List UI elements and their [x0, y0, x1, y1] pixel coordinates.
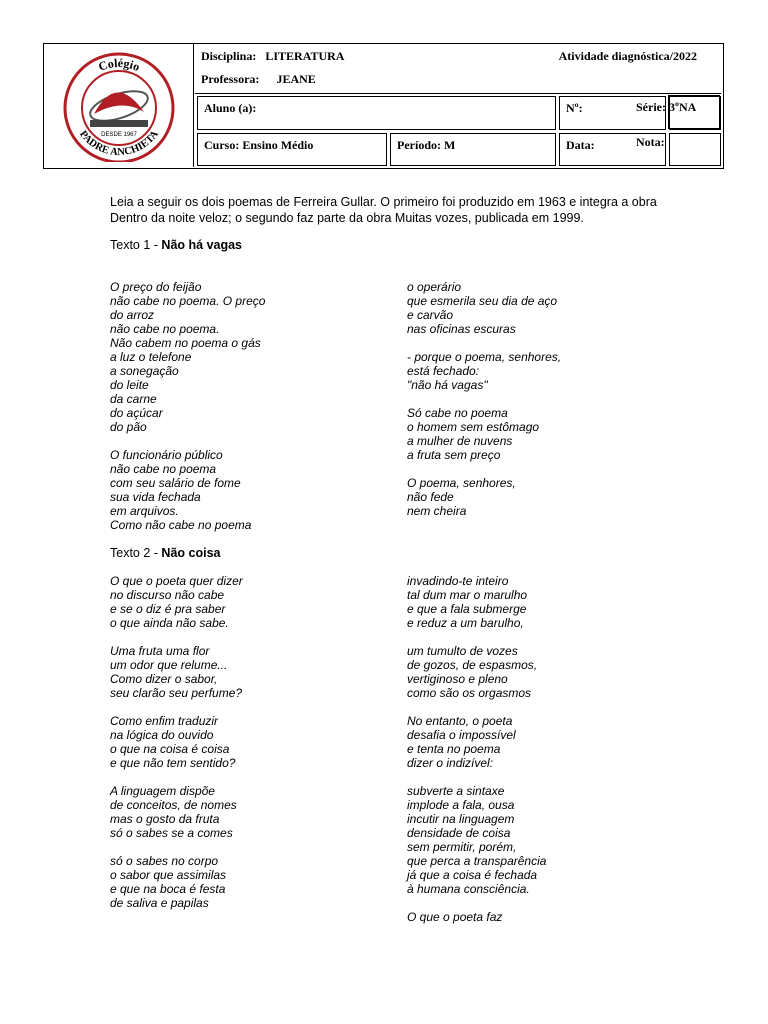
- poem-line: só o sabes se a comes: [110, 826, 233, 840]
- texto2-prefix: Texto 2 -: [110, 546, 162, 560]
- poem-line: um odor que relume...: [110, 658, 228, 672]
- poem-line: que esmerila seu dia de aço: [407, 294, 558, 308]
- poem-line: A linguagem dispõe: [110, 784, 215, 798]
- poem-line: invadindo-te inteiro: [407, 574, 509, 588]
- texto1-title: Não há vagas: [161, 238, 243, 252]
- poem-stanza: [110, 574, 243, 630]
- texto1-prefix: Texto 1 -: [110, 238, 162, 252]
- poem-line: Como não cabe no poema: [110, 518, 252, 532]
- poem-line: sem permitir, porém,: [407, 840, 517, 854]
- poem-stanza: [407, 714, 546, 770]
- poem-line: de gozos, de espasmos,: [407, 658, 538, 672]
- poem-line: a fruta sem preço: [407, 448, 501, 462]
- disciplina-label: Disciplina:: [201, 49, 257, 63]
- poem-line: da carne: [110, 392, 157, 406]
- curso-value: Ensino Médio: [242, 138, 314, 152]
- periodo-label: Período:: [397, 138, 441, 152]
- poem-line: a mulher de nuvens: [407, 434, 513, 448]
- numero-label: Nº:: [566, 101, 583, 115]
- school-logo: [56, 50, 182, 162]
- poem-line: sua vida fechada: [110, 490, 201, 504]
- poem-line: em arquivos.: [110, 504, 179, 518]
- poem-stanza: [407, 644, 546, 700]
- poem-line: Só cabe no poema: [407, 406, 508, 420]
- poem-line: como são os orgasmos: [407, 686, 532, 700]
- poem-line: No entanto, o poeta: [407, 714, 513, 728]
- professora-value: JEANE: [276, 72, 316, 86]
- professora-label: Professora:: [201, 72, 260, 86]
- poem-line: não cabe no poema. O preço: [110, 294, 266, 308]
- poem-line: o sabor que assimilas: [110, 868, 227, 882]
- poem-line: não fede: [407, 490, 454, 504]
- nota-label: Nota:: [636, 135, 665, 149]
- poem-line: o homem sem estômago: [407, 420, 540, 434]
- poem-line: o que na coisa é coisa: [110, 742, 230, 756]
- data-label: Data:: [566, 138, 595, 152]
- poem-line: O poema, senhores,: [407, 476, 516, 490]
- poem-line: O que o poeta quer dizer: [110, 574, 243, 588]
- poem-line: Como dizer o sabor,: [110, 672, 218, 686]
- poem-stanza: [110, 280, 265, 434]
- serie-text: [636, 100, 696, 115]
- poem-line: tal dum mar o marulho: [407, 588, 528, 602]
- poem-line: e tenta no poema: [407, 742, 501, 756]
- texto2-heading: [110, 545, 220, 561]
- aluno-cell[interactable]: [197, 96, 556, 130]
- poem-line: de saliva e papilas: [110, 896, 209, 910]
- header-table: [43, 43, 724, 169]
- poem-line: e reduz a um barulho,: [407, 616, 524, 630]
- aluno-label: Aluno (a):: [204, 101, 257, 115]
- poem-line: Uma fruta uma flor: [110, 644, 210, 658]
- poem-line: na lógica do ouvido: [110, 728, 214, 742]
- nota-cell[interactable]: [669, 133, 721, 166]
- poem-line: O que o poeta faz: [407, 910, 503, 924]
- poem-line: com seu salário de fome: [110, 476, 241, 490]
- poem-line: a sonegação: [110, 364, 179, 378]
- texto2-left-column: [110, 574, 243, 924]
- curso-cell: [197, 133, 387, 166]
- texto1-heading: [110, 237, 242, 253]
- poem-line: seu clarão seu perfume?: [110, 686, 243, 700]
- poem-line: densidade de coisa: [407, 826, 511, 840]
- poem-line: dizer o indizível:: [407, 756, 494, 770]
- poem-line: está fechado:: [407, 364, 480, 378]
- poem-line: não cabe no poema.: [110, 322, 220, 336]
- poem-line: - porque o poema, senhores,: [407, 350, 562, 364]
- poem-stanza: [407, 406, 561, 462]
- texto1-left-column: [110, 280, 265, 546]
- poem-line: um tumulto de vozes: [407, 644, 518, 658]
- logo-bottom-text: PADRE ANCHIETA: [77, 128, 161, 159]
- poem-stanza: [110, 714, 243, 770]
- poem-line: Não cabem no poema o gás: [110, 336, 261, 350]
- poem-line: O funcionário público: [110, 448, 223, 462]
- poem-stanza: [407, 476, 561, 518]
- poem-line: que perca a transparência: [407, 854, 547, 868]
- texto2-title: Não coisa: [161, 546, 221, 560]
- poem-stanza: [110, 784, 243, 840]
- poem-line: do arroz: [110, 308, 155, 322]
- poem-line: nas oficinas escuras: [407, 322, 516, 336]
- poem-stanza: [407, 784, 546, 896]
- periodo-value: M: [444, 138, 456, 152]
- poem-line: já que a coisa é fechada: [407, 868, 538, 882]
- poem-line: a luz o telefone: [110, 350, 192, 364]
- texto1-right-column: [407, 280, 561, 532]
- poem-line: incutir na linguagem: [407, 812, 515, 826]
- poem-line: mas o gosto da fruta: [110, 812, 220, 826]
- poem-line: desafia o impossível: [407, 728, 516, 742]
- nota-text: [636, 135, 665, 150]
- poem-line: nem cheira: [407, 504, 467, 518]
- poem-stanza: [110, 644, 243, 700]
- poem-line: no discurso não cabe: [110, 588, 225, 602]
- poem-stanza: [407, 350, 561, 392]
- logo-since-text: DESDE 1967: [101, 132, 137, 138]
- poem-line: e que não tem sentido?: [110, 756, 236, 770]
- poem-stanza: [407, 910, 546, 924]
- poem-line: não cabe no poema: [110, 462, 217, 476]
- disciplina-value: LITERATURA: [265, 49, 345, 63]
- poem-line: subverte a sintaxe: [407, 784, 505, 798]
- periodo-cell: [390, 133, 556, 166]
- poem-line: de conceitos, de nomes: [110, 798, 237, 812]
- logo-top-text: Colégio: [96, 55, 142, 74]
- serie-label: Série:: [636, 100, 666, 114]
- serie-value: 3ºNA: [668, 100, 697, 114]
- atividade-label: Atividade diagnóstica/2022: [558, 49, 697, 63]
- poem-line: e que na boca é festa: [110, 882, 226, 896]
- poem-stanza: [110, 854, 243, 910]
- disciplina-cell: [195, 45, 721, 94]
- poem-line: Como enfim traduzir: [110, 714, 219, 728]
- poem-line: O preço do feijão: [110, 280, 202, 294]
- texto2-right-column: [407, 574, 546, 938]
- poem-line: à humana consciência.: [407, 882, 530, 896]
- poem-line: e que a fala submerge: [407, 602, 527, 616]
- poem-line: do pão: [110, 420, 147, 434]
- poem-line: e se o diz é pra saber: [110, 602, 226, 616]
- poem-stanza: [407, 574, 546, 630]
- poem-line: o que ainda não sabe.: [110, 616, 229, 630]
- poem-line: o operário: [407, 280, 462, 294]
- poem-stanza: [407, 280, 561, 336]
- poem-line: vertiginoso e pleno: [407, 672, 508, 686]
- intro-paragraph: Leia a seguir os dois poemas de Ferreira Gullar. O primeiro foi produzido em 1963 e integra a obra Dentro da noite veloz; o segundo faz parte da obra Muitas vozes, publicada em 1999.: [110, 195, 657, 225]
- poem-line: só o sabes no corpo: [110, 854, 219, 868]
- poem-line: implode a fala, ousa: [407, 798, 515, 812]
- poem-line: "não há vagas": [407, 378, 488, 392]
- curso-label: Curso:: [204, 138, 240, 152]
- poem-stanza: [110, 448, 265, 532]
- poem-line: do leite: [110, 378, 149, 392]
- logo-cell: [44, 44, 194, 167]
- poem-line: e carvão: [407, 308, 454, 322]
- poem-line: do açúcar: [110, 406, 163, 420]
